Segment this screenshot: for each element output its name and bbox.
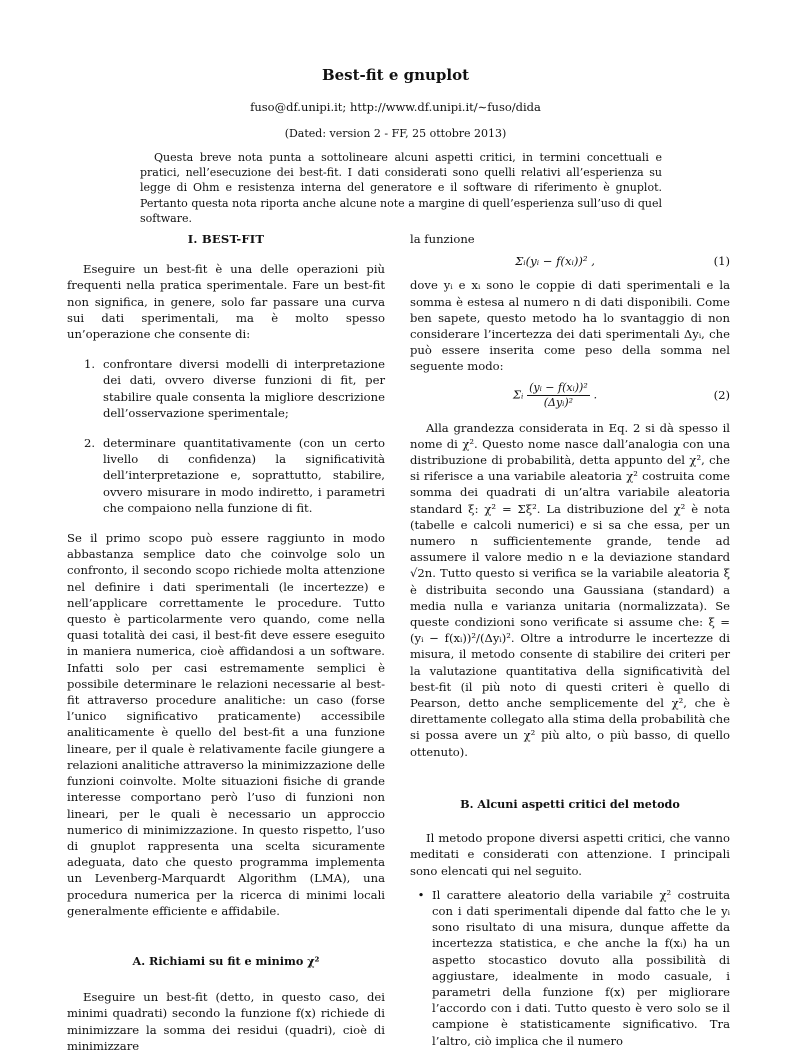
bullet-marker: •	[417, 887, 425, 902]
list-item	[67, 435, 385, 516]
equation-2-numerator: (yᵢ − f(xᵢ))²	[529, 380, 588, 394]
chi-square-paragraph: Alla grandezza considerata in Eq. 2 si dà spesso il nome di χ². Questo nome nasce dall’analogia con una distribuzione di probabilità, detta appunto del χ², che si riferisce a una variabile aleatoria χ² costruita come somma dei quadrati di un’altra variabile aleatoria standard ξ: χ² = Σξ². La distribuzione del χ² è nota (tabelle e calcoli numerici) e si sa che essa, per un numero n sufficientemente grande, tende ad assumere il valore medio n e la deviazione standard √2n. Tutto questo si verifica se la variabile aleatoria ξ è distribuita secondo una Gaussiana (standard) a media nulla e varianza unitaria (normalizzata). Se queste condizioni sono verificate si assume che: ξ = (yᵢ − f(xᵢ))²/(Δyᵢ)². Oltre a introdurre le incertezze di misura, il metodo consente di stabilire dei criteri per la valutazione quantitativa della significatività del best-fit (il più noto di questi criteri è quello di Pearson, detto anche semplicemente del χ², che è direttamente collegato alla stima della probabilità che si possa avere un χ² più alto, o più basso, di quello ottenuto).	[410, 420, 730, 759]
bullet-item	[410, 887, 730, 1049]
list-item-text: confrontare diversi modelli di interpretazione dei dati, ovvero diverse funzioni di fit, per stabilire quale consenta la migliore descrizione dell’osservazione sperimentale;	[103, 357, 385, 420]
list-item-text: determinare quantitativamente (con un certo livello di confidenza) la significatività dell’interpretazione e, soprattutto, stabilire, ovvero misurare in modo indiretto, i parametri che compaiono nella funzione di fit.	[103, 436, 385, 515]
dated-line: (Dated: version 2 - FF, 25 ottobre 2013)	[284, 127, 507, 140]
list-item-number: 1.	[83, 357, 95, 372]
subsection-heading-a: A. Richiami su fit e minimo χ²	[132, 953, 320, 968]
list-item-number: 2.	[83, 436, 95, 451]
subsection-a-paragraph: Eseguire un best-fit (detto, in questo caso, dei minimi quadrati) secondo la funzione f(x) richiede di minimizzare la somma dei residui (quadri), cioè di minimizzare	[67, 990, 385, 1053]
after-eq1-paragraph: dove yᵢ e xᵢ sono le coppie di dati sperimentali e la somma è estesa al numero n di dati disponibili. Come ben sapete, questo metodo ha lo svantaggio di non considerare l’incertezza dei dati sperimentali Δyᵢ, che può essere inserita come peso della somma nel seguente modo:	[410, 278, 730, 374]
paper-title: Best-fit e gnuplot	[321, 66, 470, 84]
left-column	[67, 231, 385, 1054]
bullet-text: Il carattere aleatorio della variabile χ² costruita con i dati sperimentali dipende dal fatto che le yᵢ sono risultato di una misura, dunque affette da incertezza statistica, e che anche la f(xᵢ) ha un aspetto stocastico dovuto alla possibilità di aggiustare, idealmente in modo casuale, i parametri della funzione f(x) per migliorare l’accordo con i dati. Tutto questo è vero solo se il campione è statisticamente significativo. Tra l’altro, ciò implica che il numero	[432, 887, 730, 1048]
body-paragraph: Se il primo scopo può essere raggiunto in modo abbastanza semplice dato che coinvolge solo un confronto, il secondo scopo richiede molta attenzione nel definire i dati sperimentali (le incertezze) e nell’applicare correttamente le procedure. Tutto questo è particolarmente vero quando, come nella quasi totalità dei casi, il best-fit deve essere eseguito in maniera numerica, cioè affidandosi a un software. Infatti solo per casi estremamente semplici è possibile determinare le relazioni necessarie al best-fit attraverso procedure analitiche: un caso (forse l’unico significativo praticamente) accessibile analiticamente è quello del best-fit a una funzione lineare, per il quale è relativamente facile giungere a relazioni analitiche attraverso la minimizzazione delle funzioni coinvolte. Molte situazioni fisiche di grande interesse comportano però l’uso di funzioni non lineari, per le quali è necessario un approccio numerico di minimizzazione. In questo rispetto, l’uso di gnuplot rappresenta una scelta sicuramente adeguata, dato che questo programma implementa un Levenberg-Marquardt Algorithm (LMA), una procedura numerica per la ricerca di minimi locali generalmente efficiente e affidabile.	[67, 531, 385, 918]
subsection-b-paragraph: Il metodo propone diversi aspetti critici, che vanno meditati e considerati con attenzione. I principali sono elencati qui nel seguito.	[410, 831, 730, 878]
right-column	[410, 231, 730, 1049]
enumerated-list	[67, 356, 385, 516]
equation-2-fraction	[527, 381, 590, 410]
equation-1	[410, 253, 730, 269]
subsection-heading-b: B. Alcuni aspetti critici del metodo	[460, 796, 680, 811]
equation-1-label: (1)	[713, 254, 730, 269]
section-heading-best-fit: I. BEST-FIT	[187, 232, 265, 246]
equation-2-label: (2)	[713, 388, 730, 403]
author-contact: fuso@df.unipi.it; http://www.df.unipi.it/∼fuso/dida	[250, 100, 541, 114]
equation-1-body: Σᵢ(yᵢ − f(xᵢ))² ,	[515, 254, 595, 269]
list-item	[67, 356, 385, 421]
equation-2-tail: .	[593, 387, 598, 402]
equation-2-body	[410, 381, 700, 410]
abstract: Questa breve nota punta a sottolineare alcuni aspetti critici, in termini concettuali e pratici, nell’esecuzione dei best-fit. I dati considerati sono quelli relativi all’esperienza su legge di Ohm e resistenza interna del generatore e il software di riferimento è gnuplot. Pertanto questa nota riporta anche alcune note a margine di quell’esperienza sull’uso di quel software.	[140, 151, 662, 225]
equation-2-denominator: (Δyᵢ)²	[543, 395, 574, 409]
equation-2	[410, 381, 730, 410]
equation-2-sum: Σᵢ	[512, 387, 524, 402]
lead-text: la funzione	[410, 232, 475, 246]
intro-paragraph: Eseguire un best-fit è una delle operazioni più frequenti nella pratica sperimentale. Fare un best-fit non significa, in genere, solo far passare una curva sui dati sperimentali, ma è molto spesso un’operazione che consente di:	[67, 262, 385, 342]
